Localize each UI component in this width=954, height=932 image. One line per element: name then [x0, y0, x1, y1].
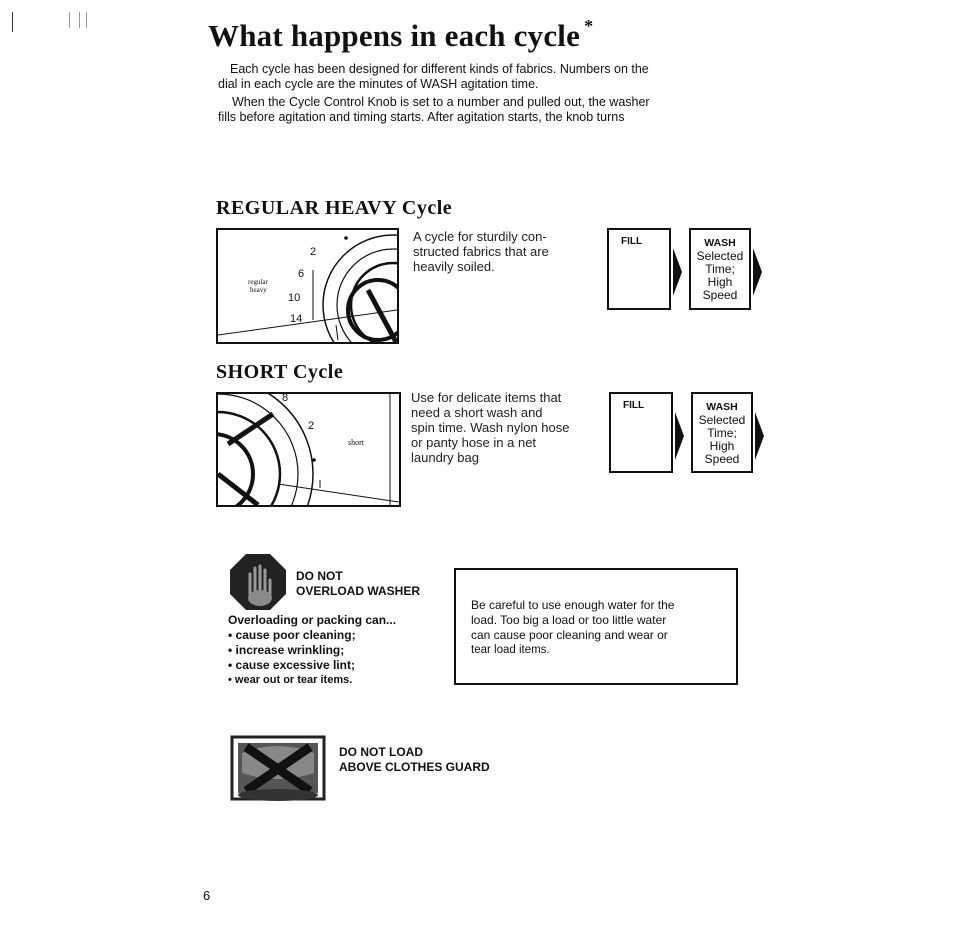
short-desc-line: Use for delicate items that: [411, 390, 562, 405]
water-note-line: can cause poor cleaning and wear or: [471, 628, 668, 642]
regular-dial-number: 2: [310, 246, 317, 258]
intro-line: fills before agitation and timing starts. After agitation starts, the knob turns: [218, 110, 625, 124]
regular-dial-number: 6: [298, 268, 305, 280]
overload-intro: Overloading or packing can...: [228, 613, 397, 627]
short-dial-illustration: [216, 392, 401, 507]
water-note-box: [454, 568, 738, 685]
overload-heading-line: OVERLOAD WASHER: [296, 583, 421, 598]
short-wash-line: High: [709, 439, 735, 453]
regular-wash-line: High: [707, 275, 733, 289]
overload-heading: [296, 569, 420, 598]
list-item: • increase wrinkling;: [228, 643, 345, 657]
short-heading: SHORT Cycle: [216, 361, 344, 383]
short-dial-svg: [218, 394, 399, 505]
short-dial-number: 2: [308, 420, 315, 432]
regular-wash-line: Speed: [702, 288, 738, 302]
regular-arrow-icon: [673, 248, 682, 296]
overload-list: [228, 613, 396, 688]
short-desc-line: or panty hose in a net: [411, 435, 537, 450]
short-wash-line: Time;: [707, 426, 737, 440]
short-desc-line: need a short wash and: [411, 405, 543, 420]
short-desc-line: laundry bag: [411, 450, 479, 465]
page-title-text: What happens in each cycle: [208, 18, 581, 53]
stop-hand-icon: [228, 552, 288, 612]
regular-dial-svg: [218, 230, 397, 342]
page-number: 6: [203, 888, 211, 903]
page-title: [208, 18, 593, 54]
guard-warning-line: ABOVE CLOTHES GUARD: [339, 759, 490, 774]
list-item: • wear out or tear items.: [228, 674, 353, 686]
regular-arrow-icon: [753, 248, 762, 296]
short-wash-title: WASH: [706, 401, 738, 413]
scan-mark: [86, 12, 87, 28]
short-dial-label: short: [348, 438, 364, 447]
title-asterisk: *: [584, 16, 594, 36]
regular-desc-line: A cycle for sturdily con-: [413, 229, 547, 244]
overload-heading-line: DO NOT: [296, 569, 343, 583]
water-note-line: Be careful to use enough water for the: [471, 598, 675, 612]
short-wash-box: [691, 392, 753, 473]
regular-wash-line: Selected: [696, 249, 744, 263]
regular-fill-label: FILL: [621, 236, 643, 247]
short-desc-line: spin time. Wash nylon hose: [411, 420, 570, 435]
regular-wash-line: Time;: [705, 262, 735, 276]
short-description: [411, 390, 569, 465]
short-dial-number: 8: [282, 392, 289, 404]
scan-mark: [69, 12, 70, 28]
scan-mark: [12, 12, 13, 32]
list-item: • cause excessive lint;: [228, 658, 355, 672]
regular-description: [413, 229, 549, 274]
intro-line: When the Cycle Control Knob is set to a number and pulled out, the washer: [232, 95, 650, 109]
water-note-line: load. Too big a load or too little water: [471, 613, 667, 627]
short-wash-line: Speed: [704, 452, 740, 466]
intro-line: dial in each cycle are the minutes of WASH agitation time.: [218, 77, 539, 91]
regular-fill-box: [607, 228, 671, 310]
short-arrow-icon: [755, 412, 764, 460]
short-wash-line: Selected: [698, 413, 746, 427]
regular-dial-label: regular: [248, 278, 268, 286]
scan-mark: [79, 12, 80, 28]
short-fill-label: FILL: [623, 400, 645, 411]
regular-dial-illustration: [216, 228, 399, 344]
water-note-line: tear load items.: [471, 644, 550, 656]
regular-dial-number: 14: [290, 313, 303, 325]
regular-wash-title: WASH: [704, 237, 736, 249]
regular-desc-line: structed fabrics that are: [413, 244, 549, 259]
intro-line: Each cycle has been designed for different kinds of fabrics. Numbers on the: [230, 62, 649, 76]
list-item: • cause poor cleaning;: [228, 628, 356, 642]
regular-wash-box: [689, 228, 751, 310]
guard-warning: [339, 745, 490, 774]
no-overfill-icon: [228, 733, 328, 803]
regular-dial-label: heavy: [250, 286, 267, 294]
guard-warning-line: DO NOT LOAD: [339, 745, 423, 759]
short-arrow-icon: [675, 412, 684, 460]
regular-desc-line: heavily soiled.: [413, 259, 495, 274]
regular-heading: REGULAR HEAVY Cycle: [216, 197, 453, 219]
short-fill-box: [609, 392, 673, 473]
regular-dial-number: 10: [288, 292, 301, 304]
